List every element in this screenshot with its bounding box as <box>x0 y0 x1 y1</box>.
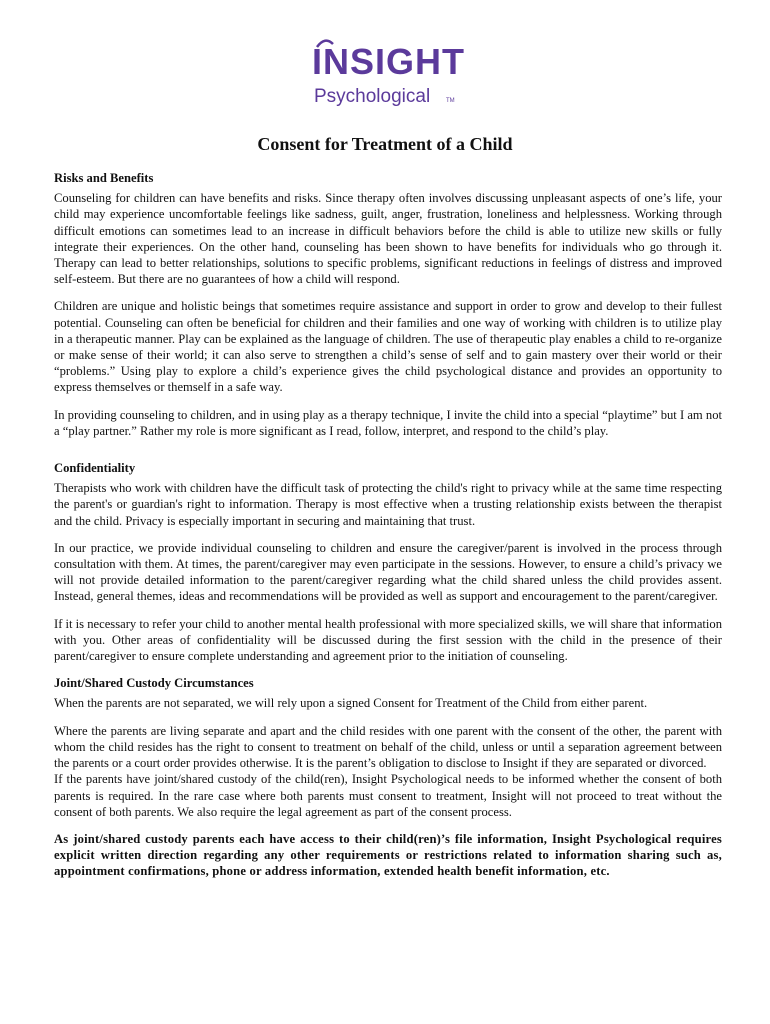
custody-paragraph-1: When the parents are not separated, we will rely upon a signed Consent for Treatment of the Child from either parent. <box>54 696 648 711</box>
risks-paragraph-2: Children are unique and holistic beings that sometimes require assistance and support in order to grow and develop to their fullest potential. Counseling can often be beneficial for children and their families and one way of working with children is to utilize play in a therapeutic manner. Play can be explained as the language of children. The use of therapeutic play enables a child to re-organize or make sense of their world; it can also serve to strengthen a child’s sense of self and to gain mastery over their world or their “problems.” Using play to explore a child’s experience gives the child psychological distance and provides an opportunity to express themselves or themself in a safe way. <box>54 299 722 395</box>
risks-heading: Risks and Benefits <box>54 171 154 185</box>
confidentiality-paragraph-1: Therapists who work with children have the difficult task of protecting the child's right to privacy while at the same time respecting the parent's or guardian's right to information. Therapy is most effective when a trusting relationship exists between the therapist and the child. Privacy is especially important in securing and maintaining that trust. <box>54 481 722 528</box>
document-title: Consent for Treatment of a Child <box>257 134 513 154</box>
confidentiality-heading: Confidentiality <box>54 461 136 476</box>
custody-paragraph-4: As joint/shared custody parents each have access to their child(ren)’s file information, Insight Psychological requires explicit written direction regarding any other requirements or restrictions related to information sharing such as, appointment confirmations, phone or address information, extended health benefit information, etc. <box>54 831 722 879</box>
risks-paragraph-3: In providing counseling to children, and in using play as a therapy technique, I invite the child into a special “playtime” but I am not a “play partner.” Rather my role is more significant as I read, follow, interpret, and respond to the child’s play. <box>54 407 722 438</box>
confidentiality-paragraph-3: If it is necessary to refer your child to another mental health professional with more specialized skills, we will share that information with you. Other areas of confidentiality will be discussed during the first session with the child in the presence of their parent/caregiver to ensure complete understanding and agreement prior to the initiation of counseling. <box>54 616 722 664</box>
confidentiality-paragraph-2: In our practice, we provide individual counseling to children and ensure the caregiver/parent is involved in the process through consultation with them. At times, the parent/caregiver may even participate in the sessions. However, to ensure a child’s privacy we will not provide detailed information to the parent/caregiver regarding what the child shared unless the child provides assent. Instead, general themes, ideas and recommendations will be provided as well as support and encouragement to the parent/caregiver. <box>54 540 722 604</box>
insight-logo <box>312 38 466 112</box>
logo-tagline: Psychological <box>314 86 431 107</box>
risks-paragraph-1: Counseling for children can have benefits and risks. Since therapy often involves discussing unpleasant aspects of one’s life, your child may experience uncomfortable feelings like sadness, guilt, anger, frustration, loneliness and helplessness. Working through difficult emotions can sometimes lead to an increase in difficult behaviors before the child is able to utilize new skills or fully integrate their experiences. On the other hand, counseling has been shown to have benefits for individuals who go through it. Therapy can lead to better relationships, solutions to specific problems, significant reductions in feelings of distress and improved self-esteem. But there are no guarantees of how a child will respond. <box>54 191 722 287</box>
document-body <box>54 170 722 891</box>
custody-heading: Joint/Shared Custody Circumstances <box>54 676 254 691</box>
custody-paragraph-2: Where the parents are living separate and apart and the child resides with one parent with the consent of the other, the parent with whom the child resides has the right to consent to treatment on behalf of the child, unless or until a separation agreement between the parents or a court order provides otherwise. It is the parent’s obligation to disclose to Insight if they are separated or divorced. <box>54 723 722 771</box>
custody-paragraph-3: If the parents have joint/shared custody of the child(ren), Insight Psychological needs to be informed whether the consent of both parents is required. In the rare case where both parents must consent to treatment, Insight will not proceed to treat without the consent of both parents. We also require the legal agreement as part of the consent process. <box>54 772 722 819</box>
logo-brand-text: INSIGHT <box>312 41 466 82</box>
logo-trademark: TM <box>446 98 455 104</box>
